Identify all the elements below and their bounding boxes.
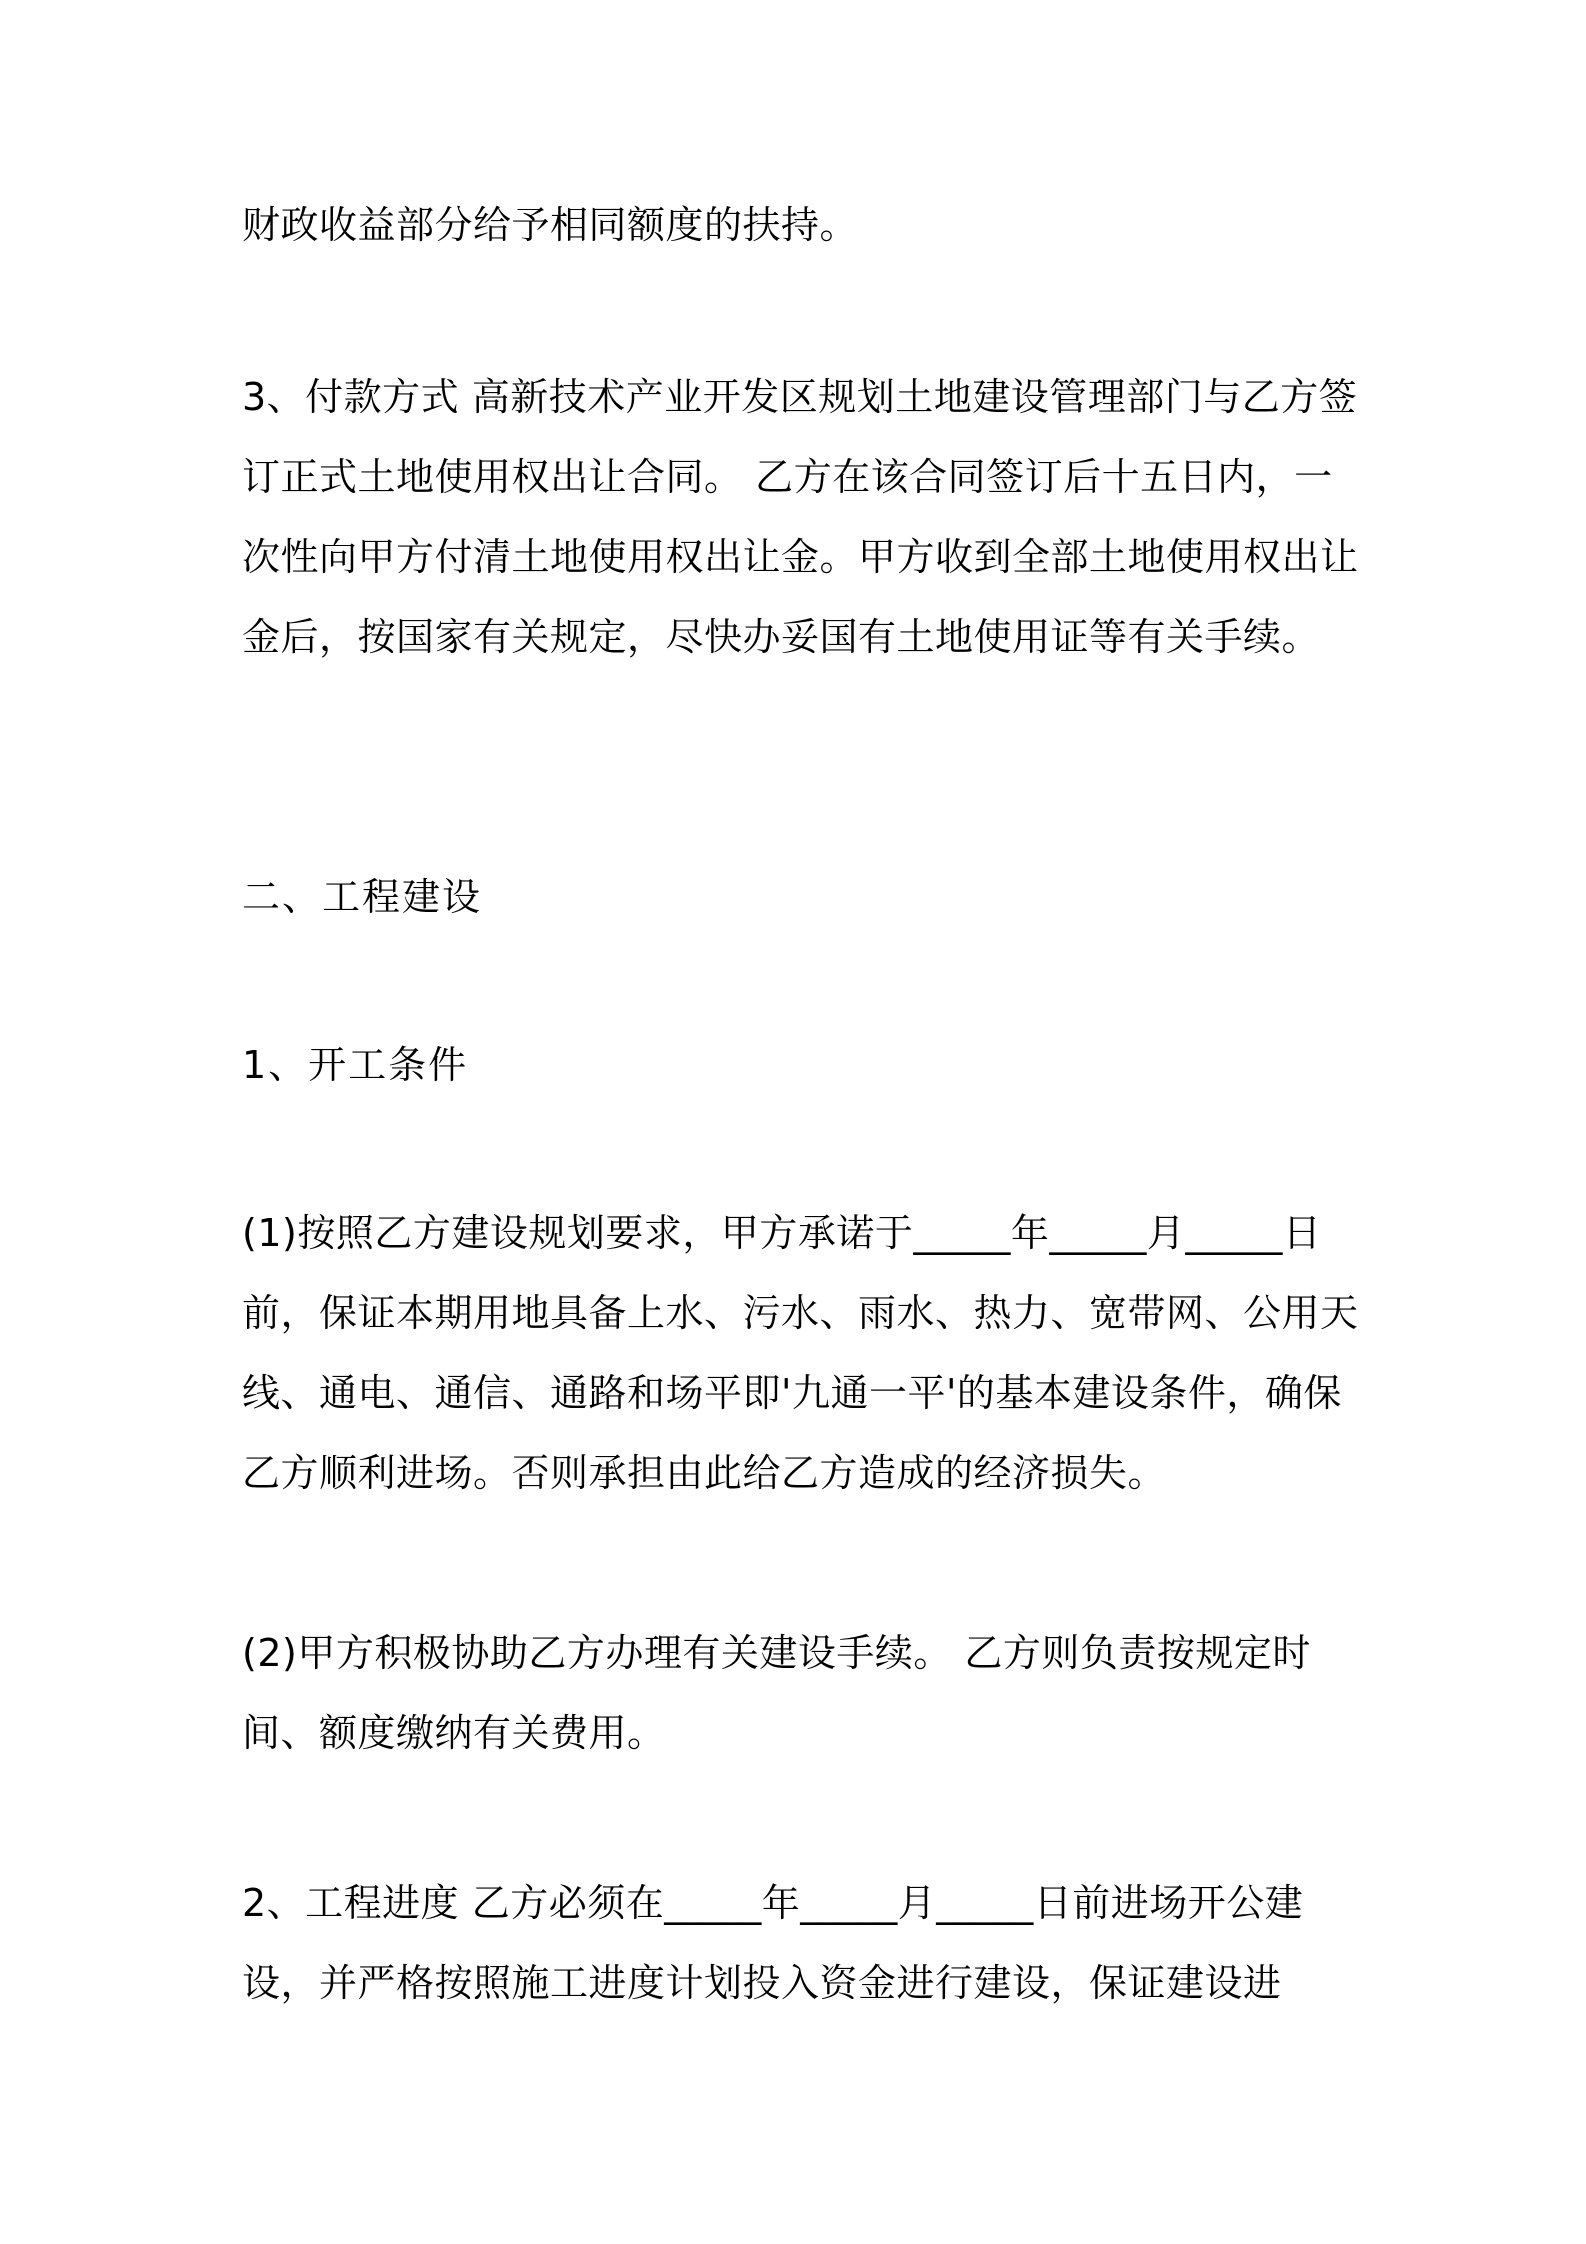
paragraph-fiscal-support: 财政收益部分给予相同额度的扶持。: [242, 203, 859, 247]
paragraph-project-schedule: 2、工程进度 乙方必须在_____年_____月_____日前进场开公建设，并严格按照施工进度计划投入资金进行建设，保证建设进: [242, 1881, 1304, 2005]
paragraph-condition-2: (2)甲方积极协助乙方办理有关建设手续。 乙方则负责按规定时间、额度缴纳有关费用。: [242, 1631, 1311, 1755]
paragraph-payment-method: 3、付款方式 高新技术产业开发区规划土地建设管理部门与乙方签订正式土地使用权出让合同。 乙方在该合同签订后十五日内，一次性向甲方付清土地使用权出让金。甲方收到全部土地使用权出让金后，按国家有关规定，尽快办妥国有土地使用证等有关手续。: [242, 375, 1359, 659]
subsection-heading-start-conditions: 1、开工条件: [242, 1043, 469, 1087]
section-heading-engineering-construction: 二、工程建设: [242, 875, 483, 919]
paragraph-condition-1: (1)按照乙方建设规划要求，甲方承诺于_____年_____月_____日前，保证本期用地具备上水、污水、雨水、热力、宽带网、公用天线、通电、通信、通路和场平即'九通一平'的基本建设条件，确保乙方顺利进场。否则承担由此给乙方造成的经济损失。: [242, 1211, 1359, 1495]
